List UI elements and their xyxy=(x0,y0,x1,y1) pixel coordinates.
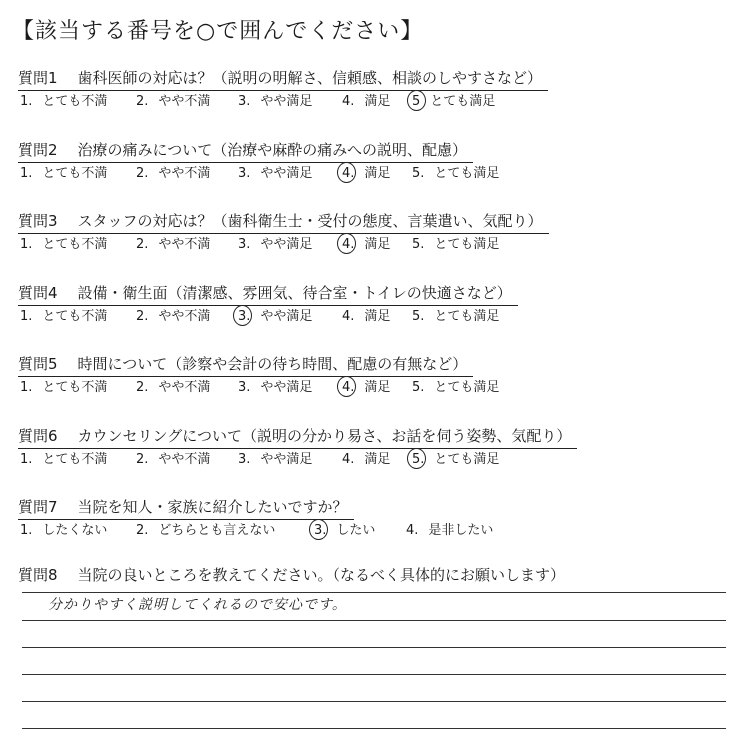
selected-option-number: 3. xyxy=(314,521,326,541)
option-4[interactable] xyxy=(406,521,493,541)
title-underline xyxy=(18,448,577,449)
option-1[interactable] xyxy=(20,378,107,398)
title-underline xyxy=(18,305,518,306)
option-label: やや不満 xyxy=(158,309,211,324)
question-text: カウンセリングについて（説明の分かり易さ、お話を伺う姿勢、気配り） xyxy=(77,427,572,445)
option-number: 5. xyxy=(412,380,425,395)
option-3[interactable] xyxy=(238,235,312,255)
option-5[interactable] xyxy=(412,164,499,184)
question-3-title xyxy=(18,209,549,233)
option-label: とても満足 xyxy=(434,452,500,467)
option-number: 3. xyxy=(238,237,251,252)
option-4[interactable] xyxy=(342,164,390,184)
option-label: やや満足 xyxy=(260,452,313,467)
option-5[interactable] xyxy=(412,450,499,470)
title-underline xyxy=(18,90,548,91)
option-label: 満足 xyxy=(364,94,391,109)
option-2[interactable] xyxy=(136,378,210,398)
option-label: とても満足 xyxy=(434,309,500,324)
option-number: 3. xyxy=(238,166,251,181)
question-number: 質問1 xyxy=(18,69,58,87)
option-label: やや不満 xyxy=(158,237,211,252)
option-number: 2. xyxy=(136,523,149,538)
option-number: 1. xyxy=(20,523,33,538)
option-label: とても不満 xyxy=(42,380,108,395)
answer-line-2 xyxy=(22,620,726,621)
question-text: 治療の痛みについて（治療や麻酔の痛みへの説明、配慮） xyxy=(77,141,467,159)
option-1[interactable] xyxy=(20,450,107,470)
question-text: スタッフの対応は？（歯科衛生士・受付の態度、言葉遣い、気配り） xyxy=(77,212,543,230)
option-label: やや満足 xyxy=(260,237,313,252)
option-label: とても満足 xyxy=(434,166,500,181)
option-label: とても満足 xyxy=(434,380,500,395)
option-5[interactable] xyxy=(412,307,499,327)
option-number: 3. xyxy=(238,452,251,467)
option-number: 2. xyxy=(136,380,149,395)
selected-option-number: 4. xyxy=(342,235,354,255)
question-number: 質問5 xyxy=(18,355,58,373)
option-label: とても満足 xyxy=(434,237,500,252)
option-3[interactable] xyxy=(238,450,312,470)
option-1[interactable] xyxy=(20,235,107,255)
question-6-title xyxy=(18,424,577,448)
option-number: 2. xyxy=(136,94,149,109)
option-number: 4. xyxy=(406,523,419,538)
title-underline xyxy=(18,162,473,163)
option-2[interactable] xyxy=(136,92,210,112)
selected-option-number: 4. xyxy=(342,164,354,184)
question-number: 質問7 xyxy=(18,498,58,516)
question-8-number: 質問8 xyxy=(18,566,58,584)
option-number: 4. xyxy=(342,309,355,324)
option-1[interactable] xyxy=(20,521,107,541)
option-2[interactable] xyxy=(136,450,210,470)
selected-option-number: 5 xyxy=(412,92,420,112)
question-number: 質問3 xyxy=(18,212,58,230)
question-8-title xyxy=(18,564,565,586)
answer-line-3 xyxy=(22,647,726,648)
option-3[interactable] xyxy=(238,378,312,398)
option-number: 5. xyxy=(412,309,425,324)
option-label: とても不満 xyxy=(42,237,108,252)
question-5-title xyxy=(18,352,473,376)
option-2[interactable] xyxy=(136,307,210,327)
option-number: 2. xyxy=(136,166,149,181)
answer-line-6 xyxy=(22,728,726,729)
option-4[interactable] xyxy=(342,378,390,398)
question-1-title xyxy=(18,66,548,90)
option-label: とても不満 xyxy=(42,166,108,181)
option-number: 3. xyxy=(238,94,251,109)
question-7-title xyxy=(18,495,354,519)
option-number: 1. xyxy=(20,237,33,252)
option-5[interactable] xyxy=(412,92,495,112)
option-1[interactable] xyxy=(20,307,107,327)
option-label: やや不満 xyxy=(158,94,211,109)
option-label: とても不満 xyxy=(42,452,108,467)
option-3[interactable] xyxy=(238,92,312,112)
option-number: 4. xyxy=(342,94,355,109)
option-5[interactable] xyxy=(412,235,499,255)
option-label: 満足 xyxy=(364,309,391,324)
option-3[interactable] xyxy=(314,521,375,541)
question-8-text: 当院の良いところを教えてください。（なるべく具体的にお願いします） xyxy=(77,566,566,584)
option-label: どちらとも言えない xyxy=(158,523,276,538)
option-number: 2. xyxy=(136,452,149,467)
title-underline xyxy=(18,519,354,520)
option-label: とても満足 xyxy=(430,94,496,109)
question-number: 質問6 xyxy=(18,427,58,445)
option-label: やや満足 xyxy=(260,94,313,109)
question-text: 設備・衛生面（清潔感、雰囲気、待合室・トイレの快適さなど） xyxy=(77,284,512,302)
option-number: 5. xyxy=(412,237,425,252)
option-number: 4. xyxy=(342,452,355,467)
question-number: 質問4 xyxy=(18,284,58,302)
option-4[interactable] xyxy=(342,450,390,470)
option-label: 満足 xyxy=(364,166,391,181)
option-label: やや不満 xyxy=(158,452,211,467)
option-label: やや満足 xyxy=(260,309,313,324)
option-3[interactable] xyxy=(238,307,312,327)
option-label: とても不満 xyxy=(42,94,108,109)
option-2[interactable] xyxy=(136,235,210,255)
option-label: 満足 xyxy=(364,452,391,467)
option-2[interactable] xyxy=(136,521,275,541)
option-1[interactable] xyxy=(20,92,107,112)
option-number: 1. xyxy=(20,309,33,324)
option-number: 1. xyxy=(20,94,33,109)
selected-option-number: 5. xyxy=(412,450,424,470)
question-text: 時間について（診察や会計の待ち時間、配慮の有無など） xyxy=(77,355,468,373)
option-5[interactable] xyxy=(412,378,499,398)
option-label: やや満足 xyxy=(260,166,313,181)
option-label: やや不満 xyxy=(158,380,211,395)
option-number: 1. xyxy=(20,380,33,395)
question-2-title xyxy=(18,138,473,162)
answer-line-4 xyxy=(22,674,726,675)
option-label: やや不満 xyxy=(158,166,211,181)
answer-line-1 xyxy=(22,592,726,593)
option-2[interactable] xyxy=(136,164,210,184)
title-underline xyxy=(18,233,549,234)
option-label: したい xyxy=(336,523,376,538)
option-4[interactable] xyxy=(342,92,390,112)
selected-option-number: 4. xyxy=(342,378,354,398)
option-number: 3. xyxy=(238,380,251,395)
option-number: 2. xyxy=(136,309,149,324)
option-1[interactable] xyxy=(20,164,107,184)
handwritten-answer[interactable]: 分かりやすく説明してくれるので安心です。 xyxy=(48,597,347,613)
option-number: 2. xyxy=(136,237,149,252)
title-underline xyxy=(18,376,473,377)
option-number: 1. xyxy=(20,166,33,181)
option-label: したくない xyxy=(42,523,108,538)
option-3[interactable] xyxy=(238,164,312,184)
option-4[interactable] xyxy=(342,307,390,327)
option-label: やや満足 xyxy=(260,380,313,395)
option-number: 5. xyxy=(412,166,425,181)
question-4-title xyxy=(18,281,518,305)
question-text: 当院を知人・家族に紹介したいですか？ xyxy=(77,498,348,516)
option-number: 1. xyxy=(20,452,33,467)
question-number: 質問2 xyxy=(18,141,58,159)
option-label: 満足 xyxy=(364,237,391,252)
option-label: とても不満 xyxy=(42,309,108,324)
option-label: 満足 xyxy=(364,380,391,395)
option-label: 是非したい xyxy=(428,523,494,538)
question-text: 歯科医師の対応は？（説明の明解さ、信頼感、相談のしやすさなど） xyxy=(77,69,542,87)
option-4[interactable] xyxy=(342,235,390,255)
selected-option-number: 3. xyxy=(238,307,250,327)
answer-line-5 xyxy=(22,701,726,702)
instruction-header: 【該当する番号を○で囲んでください】 xyxy=(12,19,424,44)
